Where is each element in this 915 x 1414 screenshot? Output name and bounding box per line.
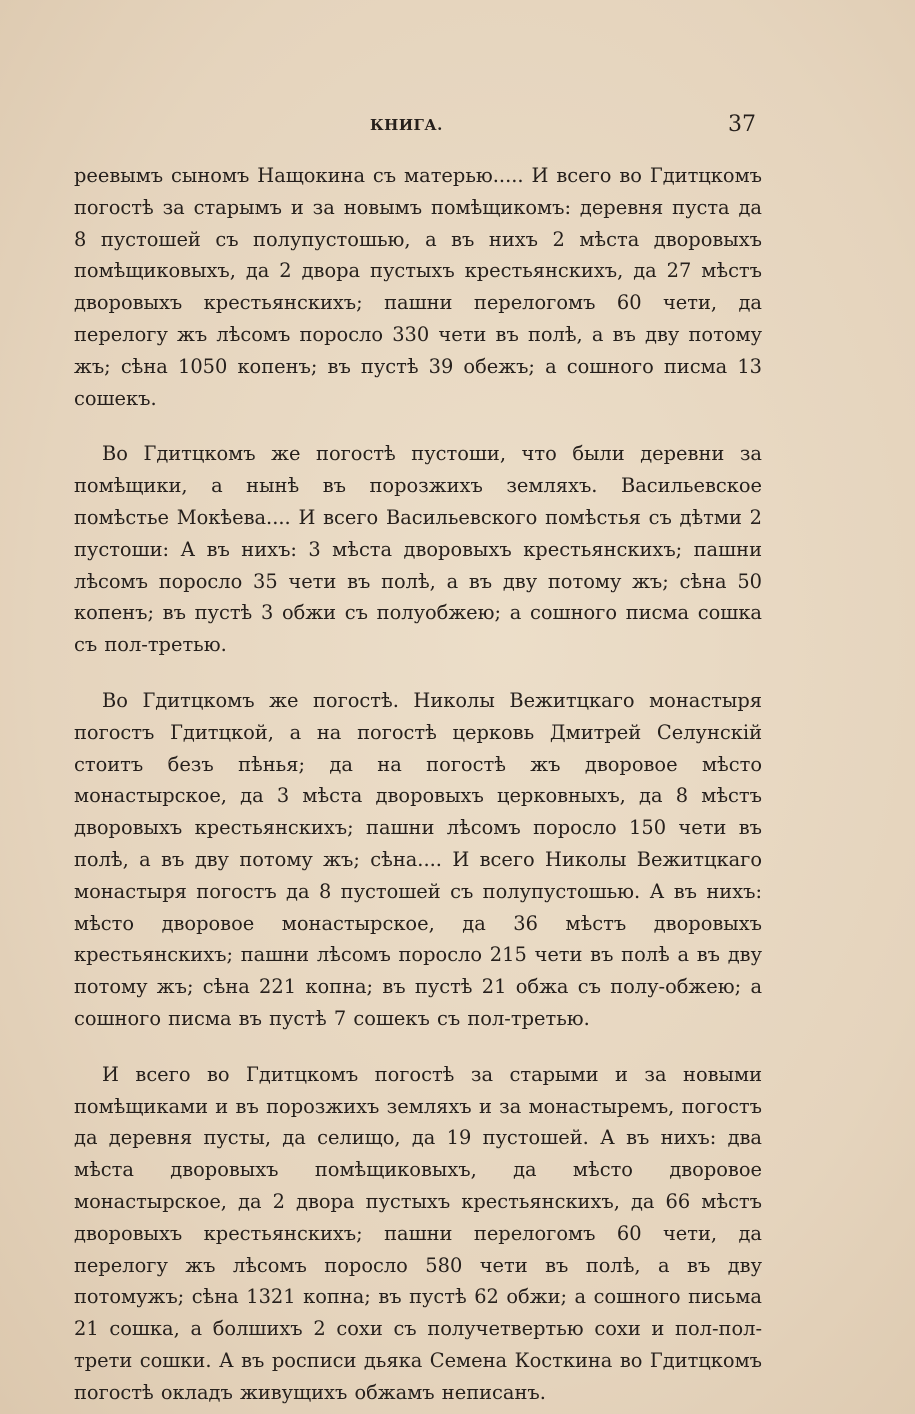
page-header [74,112,760,144]
page-number: 37 [728,112,756,137]
paragraph-2: Во Гдитцкомъ же погостѣ пустоши, что были деревни за помѣщики, а нынѣ въ порозжихъ земляхъ. Васильевское помѣстье Мокѣева.... И всего Васильевского помѣстья съ дѣтми 2 пустоши: А въ нихъ: 3 мѣста дворовыхъ крестьянскихъ; пашни лѣсомъ поросло 35 чети въ полѣ, а въ дву потому жъ; сѣна 50 копенъ; въ пустѣ 3 обжи съ полуобжею; а сошного писма сошка съ пол-третью. [74,442,762,657]
body-text [74,160,762,1408]
running-title: КНИГА. [370,116,443,134]
paragraph-4: И всего во Гдитцкомъ погостѣ за старыми и за новыми помѣщиками и въ порозжихъ земляхъ и за монастыремъ, погостъ да деревня пусты, да селищо, да 19 пустошей. А въ нихъ: два мѣста дворовыхъ помѣщиковыхъ, да мѣсто дворовое монастырское, да 2 двора пустыхъ крестьянскихъ, да 66 мѣстъ дворовыхъ крестьянскихъ; пашни перелогомъ 60 чети, да перелогу жъ лѣсомъ поросло 580 чети въ полѣ, а въ дву потомужъ; сѣна 1321 копна; въ пустѣ 62 обжи; а сошного письма 21 сошка, а болшихъ 2 сохи съ получетвертью сохи и пол-пол-трети сошки. А въ росписи дьяка Семена Косткина во Гдитцкомъ погостѣ окладъ живущихъ обжамъ неписанъ. [74,1062,762,1404]
paragraph-3: Во Гдитцкомъ же погостѣ. Николы Вежитцкаго монастыря погостъ Гдитцкой, а на погостѣ церковь Дмитрей Селунскій стоитъ безъ пѣнья; да на погостѣ жъ дворовое мѣсто монастырское, да 3 мѣста дворовыхъ церковныхъ, да 8 мѣстъ дворовыхъ крестьянскихъ; пашни лѣсомъ поросло 150 чети въ полѣ, а въ дву потому жъ; сѣна.... И всего Николы Вежитцкаго монастыря погостъ да 8 пустошей съ полупустошью. А въ нихъ: мѣсто дворовое монастырское, да 36 мѣстъ дворовыхъ крестьянскихъ; пашни лѣсомъ поросло 215 чети въ полѣ а въ дву потому жъ; сѣна 221 копна; въ пустѣ 21 обжа съ полу-обжею; а сошного писма въ пустѣ 7 сошекъ съ пол-третью. [74,688,762,1030]
paragraph-1: реевымъ сыномъ Нащокина съ матерью..... И всего во Гдитцкомъ погостѣ за старымъ и за новымъ помѣщикомъ: деревня пуста да 8 пустошей съ полупустошью, а въ нихъ 2 мѣста дворовыхъ помѣщиковыхъ, да 2 двора пустыхъ крестьянскихъ, да 27 мѣстъ дворовыхъ крестьянскихъ; пашни перелогомъ 60 чети, да перелогу жъ лѣсомъ поросло 330 чети въ полѣ, а въ дву потому жъ; сѣна 1050 копенъ; въ пустѣ 39 обежъ; а сошного писма 13 сошекъ. [74,164,762,410]
